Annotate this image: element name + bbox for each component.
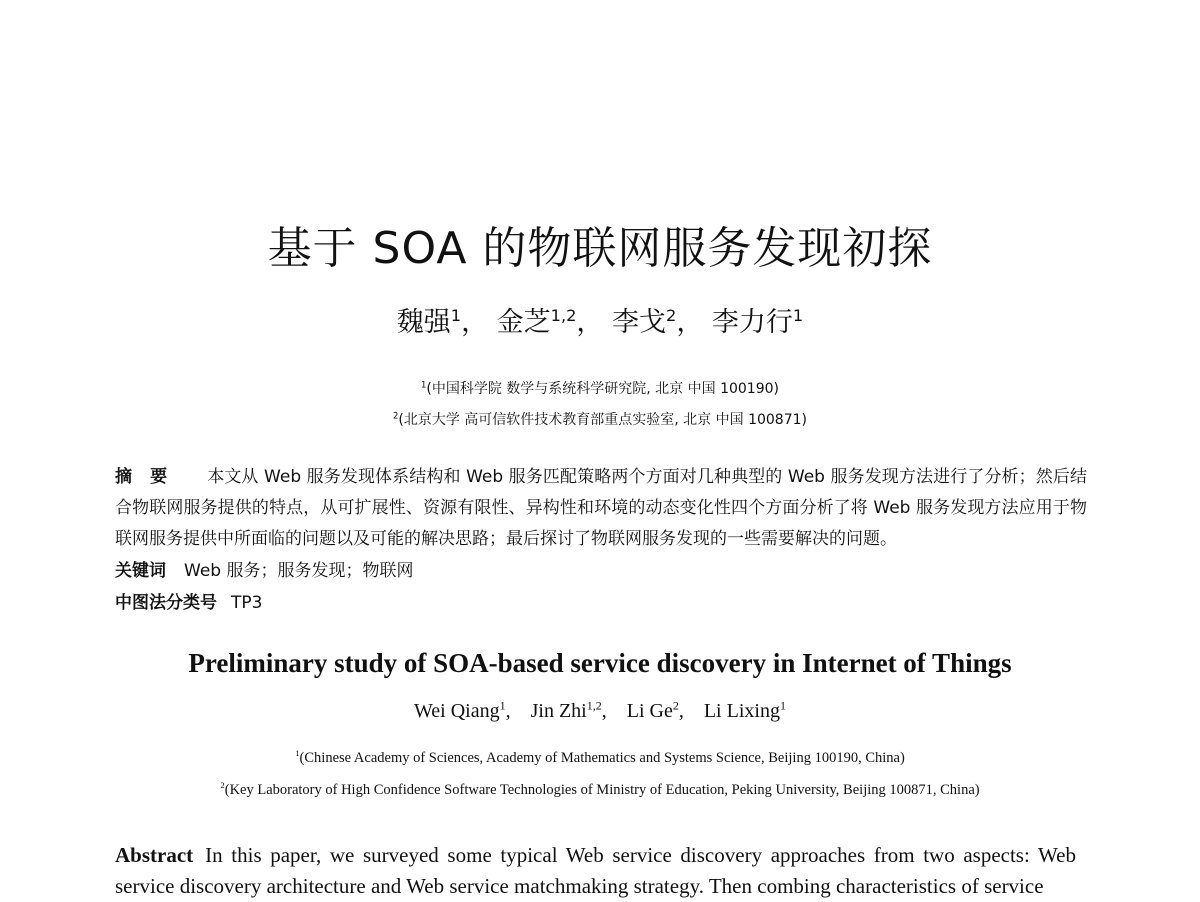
classification-label: 中图法分类号: [115, 593, 217, 613]
english-abstract-text: In this paper, we surveyed some typical Web service discovery approaches from two aspects: Web service discovery architecture and Web service matchmaking strategy. Then combing characteristics of service: [115, 843, 1076, 898]
english-authors: [0, 700, 1200, 723]
chinese-title: 基于 SOA 的物联网服务发现初探: [267, 223, 933, 274]
chinese-abstract: [115, 462, 1087, 555]
author-separator: ，: [576, 307, 604, 338]
author-separator: ，: [461, 307, 489, 338]
english-author: Li Ge$^2$: [626, 698, 679, 722]
english-affiliation-2: $^2$(Key Laboratory of High Confidence Software Technologies of Ministry of Education, Peking University, Beijing 100871, China): [220, 780, 980, 798]
english-author: Jin Zhi$^{1,2}$: [530, 698, 602, 722]
author-separator: ,: [678, 700, 684, 722]
english-author: Wei Qiang$^1$: [414, 698, 506, 722]
english-affiliation-1: $^1$(Chinese Academy of Sciences, Academy of Mathematics and Systems Science, Beijing 100190, China): [295, 748, 905, 766]
chinese-author: 魏强$^1$: [396, 306, 462, 338]
abstract-label: 摘要: [115, 467, 186, 487]
chinese-author: 李力行$^1$: [711, 306, 804, 338]
english-author: Li Lixing$^1$: [703, 698, 786, 722]
keywords-text: Web 服务；服务发现；物联网: [184, 561, 414, 581]
abstract-text: 本文从 Web 服务发现体系结构和 Web 服务匹配策略两个方面对几种典型的 Web 服务发现方法进行了分析；然后结合物联网服务提供的特点，从可扩展性、资源有限性、异构性和环境的动态变化性四个方面分析了将 Web 服务发现方法应用于物联网服务提供中所面临的问题以及可能的解决思路；最后探讨了物联网服务发现的一些需要解决的问题。: [115, 467, 1087, 549]
classification-number: [115, 588, 1087, 619]
english-title: Preliminary study of SOA-based service discovery in Internet of Things: [188, 648, 1012, 678]
chinese-affiliation-1: $^1$(中国科学院 数学与系统科学研究院, 北京 中国 100190): [421, 379, 779, 397]
author-separator: ,: [601, 700, 607, 722]
chinese-affiliation-2: $^2$(北京大学 高可信软件技术教育部重点实验室, 北京 中国 100871): [393, 410, 807, 428]
chinese-author: 李戈$^2$: [612, 306, 677, 338]
chinese-keywords: [115, 556, 1087, 587]
chinese-authors: [0, 300, 1200, 339]
english-abstract: [115, 840, 1076, 902]
classification-value: TP3: [231, 593, 263, 613]
author-separator: ，: [676, 307, 704, 338]
chinese-author: 金芝$^{1,2}$: [496, 306, 577, 338]
keywords-label: 关键词: [115, 561, 166, 581]
english-abstract-label: Abstract: [115, 843, 194, 867]
author-separator: ,: [505, 700, 511, 722]
